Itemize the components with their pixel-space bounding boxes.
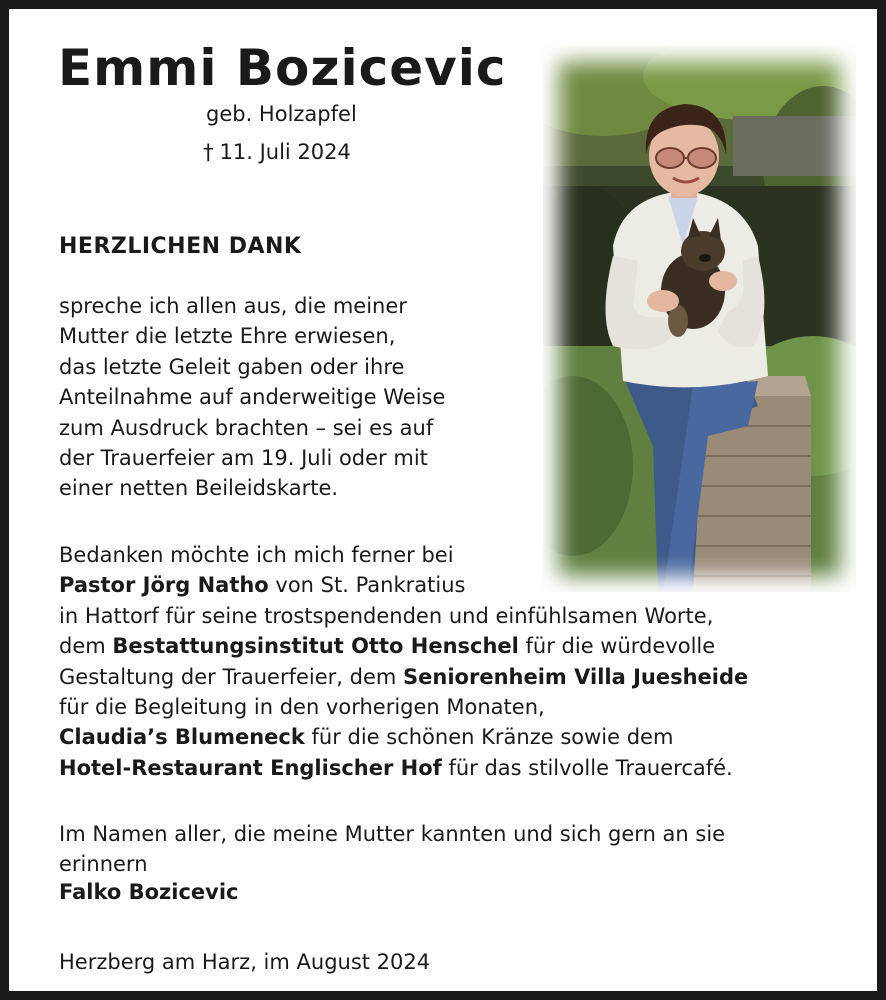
text-fragment: für die würdevolle [518,634,716,659]
text-line: Anteilnahme auf anderweitige Weise [59,385,446,410]
text-fragment: dem [59,634,113,659]
text-line: der Trauerfeier am 19. Juli oder mit [59,446,428,471]
text-line [59,722,748,752]
text-line: zum Ausdruck brachten – sei es auf [59,415,434,440]
text-line: in Hattorf für seine trostspendenden und einfühlsamen Worte, [59,603,714,628]
photo-illustration [543,46,856,592]
text-line: für die Begleitung in den vorherigen Monaten, [59,695,545,720]
text-line [59,631,748,661]
hotel-name: Hotel-Restaurant Englischer Hof [59,755,442,780]
deceased-name: Emmi Bozicevic [58,39,507,97]
florist-name: Claudia’s Blumeneck [59,725,305,750]
acknowledgements-paragraph [59,540,748,783]
text-fragment: für das stilvolle Trauercafé. [441,755,733,780]
place-date: Herzberg am Harz, im August 2024 [59,950,431,974]
text-line: Mutter die letzte Ehre erwiesen, [59,324,396,349]
death-date-line [203,138,351,166]
pastor-name: Pastor Jörg Natho [59,573,269,598]
text-line: Bedanken möchte ich mich ferner bei [59,543,454,567]
text-fragment: Gestaltung der Trauerfeier, dem [59,664,404,689]
closing-paragraph [59,819,725,880]
dagger-icon: † [203,140,214,164]
portrait-photo [543,46,856,592]
thanks-paragraph [59,291,445,504]
text-line: spreche ich allen aus, die meiner [59,294,407,318]
text-line: Im Namen aller, die meine Mutter kannten und sich gern an sie [59,822,726,846]
maiden-name: geb. Holzapfel [206,102,357,126]
signature-name: Falko Bozicevic [59,880,239,904]
headline: HERZLICHEN DANK [59,234,302,259]
funeral-home-name: Bestattungsinstitut Otto Henschel [112,634,519,659]
text-fragment: für die schönen Kränze sowie dem [304,725,674,750]
text-line: erinnern [59,852,148,877]
senior-home-name: Seniorenheim Villa Juesheide [403,664,749,689]
text-fragment: von St. Pankratius [268,573,466,598]
text-line: das letzte Geleit gaben oder ihre [59,354,405,379]
text-line: einer netten Beileidskarte. [59,476,339,501]
text-line [59,570,748,600]
death-date: 11. Juli 2024 [219,140,351,164]
text-line [59,753,748,783]
text-line [59,662,748,692]
